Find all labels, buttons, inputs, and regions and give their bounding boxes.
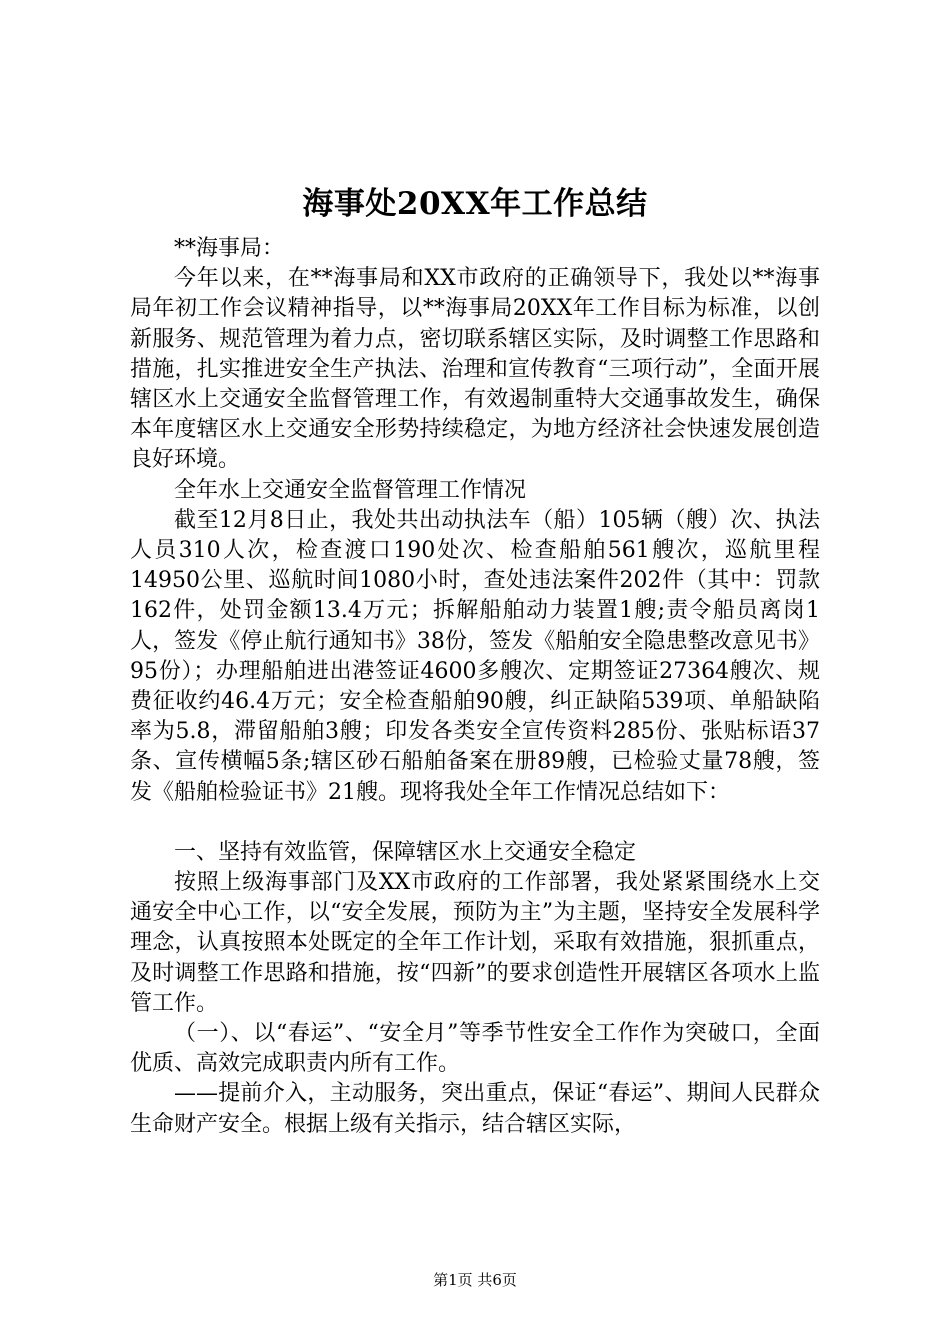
statistics-paragraph: 截至12月8日止，我处共出动执法车（船）105辆（艘）次、执法人员310人次，检查渡口190处次、检查船舶561艘次，巡航里程14950公里、巡航时间1080小时，查处违法案件202件（其中：罚款162件，处罚金额13.4万元；拆解船舶动力装置1艘;责令船员离岗1人，签发《停止航行通知书》38份，签发《船舶安全隐患整改意见书》95份）；办理船舶进出港签证4600多艘次、定期签证27364艘次、规费征收约46.4万元；安全检查船舶90艘，纠正缺陷539项、单船缺陷率为5.8，滞留船舶3艘；印发各类安全宣传资料285份、张贴标语37条、宣传横幅5条;辖区砂石船舶备案在册89艘，已检验丈量78艘，签发《船舶检验证书》21艘。现将我处全年工作情况总结如下： bbox=[130, 507, 820, 805]
salutation-paragraph: **海事局： bbox=[174, 236, 285, 261]
document-body bbox=[130, 234, 820, 1140]
subsection-one-paragraph: ——提前介入，主动服务，突出重点，保证“春运”、期间人民群众生命财产安全。根据上级有关指示，结合辖区实际， bbox=[130, 1081, 820, 1137]
document-title: 海事处20XX年工作总结 bbox=[302, 186, 648, 222]
page-footer: 第1页 共6页 bbox=[433, 1271, 517, 1289]
section-one-paragraph: 按照上级海事部门及XX市政府的工作部署，我处紧紧围绕水上交通安全中心工作，以“安全发展，预防为主”为主题，坚持安全发展科学理念，认真按照本处既定的全年工作计划，采取有效措施，狠抓重点，及时调整工作思路和措施，按“四新”的要求创造性开展辖区各项水上监管工作。 bbox=[130, 870, 820, 1016]
section-heading-one: 一、坚持有效监管，保障辖区水上交通安全稳定 bbox=[174, 839, 637, 865]
intro-paragraph: 今年以来，在**海事局和XX市政府的正确领导下，我处以**海事局年初工作会议精神指导，以**海事局20XX年工作目标为标准，以创新服务、规范管理为着力点，密切联系辖区实际，及时调整工作思路和措施，扎实推进安全生产执法、治理和宣传教育“三项行动”，全面开展辖区水上交通安全监督管理工作，有效遏制重特大交通事故发生，确保本年度辖区水上交通安全形势持续稳定，为地方经济社会快速发展创造良好环境。 bbox=[130, 266, 820, 473]
subsection-heading-one: （一）、以“春运”、“安全月”等季节性安全工作作为突破口，全面优质、高效完成职责内所有工作。 bbox=[130, 1021, 820, 1077]
section-heading-overview: 全年水上交通安全监督管理工作情况 bbox=[174, 477, 527, 503]
